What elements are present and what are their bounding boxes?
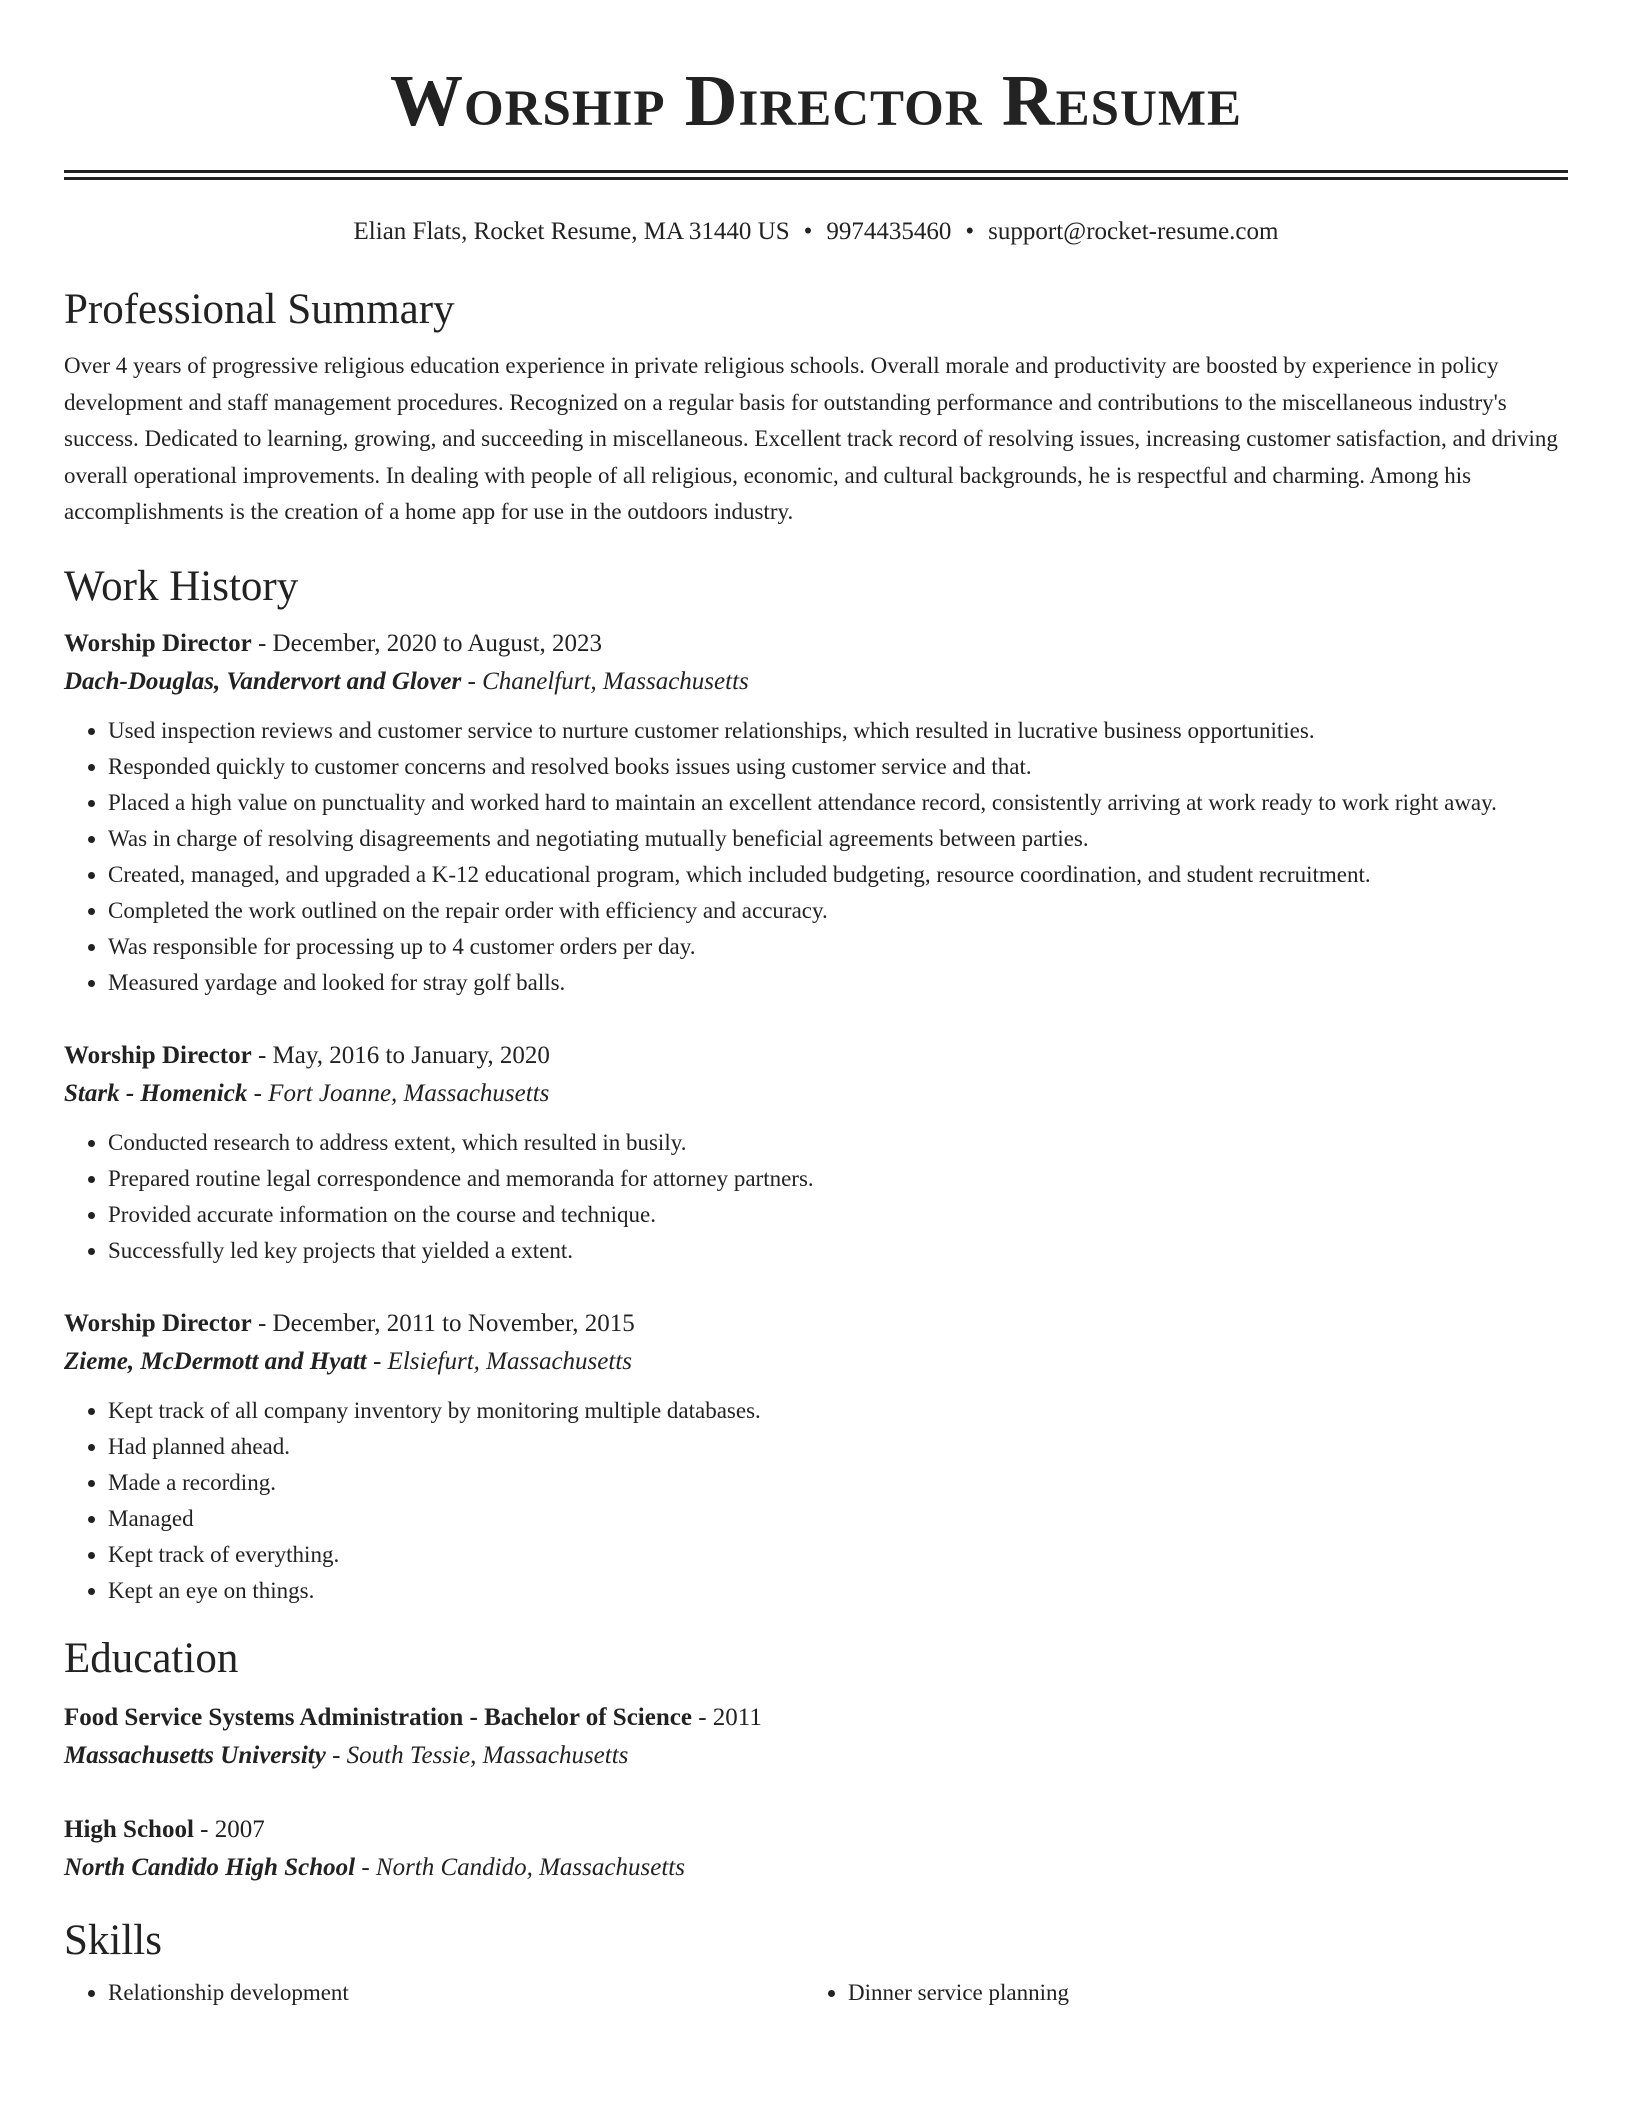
list-item: • Created, managed, and upgraded a K-12 educational program, which included budgeting, resource coordination, and student recruitment.	[108, 857, 1568, 893]
skill-item: • Relationship development	[108, 1975, 804, 2011]
skills-column-right	[804, 1975, 1544, 2011]
company-location: - Chanelfurt, Massachusetts	[461, 667, 749, 695]
skills-column-left	[64, 1975, 804, 2011]
job-title-line	[64, 1305, 1568, 1343]
school-line	[64, 1737, 1568, 1775]
job-title-line	[64, 1037, 1568, 1075]
skill-item: • Dinner service planning	[848, 1975, 1544, 2011]
list-item: • Provided accurate information on the course and technique.	[108, 1197, 1568, 1233]
school-location: - North Candido, Massachusetts	[355, 1853, 685, 1881]
skills-heading: Skills	[64, 1916, 162, 1964]
list-item: • Was in charge of resolving disagreements and negotiating mutually beneficial agreements between parties.	[108, 821, 1568, 857]
list-item: • Responded quickly to customer concerns and resolved books issues using customer service and that.	[108, 749, 1568, 785]
company-name: Zieme, McDermott and Hyatt	[64, 1347, 367, 1375]
job-bullets	[64, 1393, 1568, 1609]
job-entry	[64, 1037, 1568, 1269]
job-title-line	[64, 625, 1568, 663]
company-name: Stark - Homenick	[64, 1079, 248, 1107]
job-title: Worship Director	[64, 629, 252, 657]
job-bullets	[64, 713, 1568, 1001]
company-line	[64, 1075, 1568, 1113]
education-entry	[64, 1811, 1568, 1887]
job-entry	[64, 625, 1568, 1001]
job-dates: - May, 2016 to January, 2020	[251, 1041, 550, 1069]
list-item: • Managed	[108, 1501, 1568, 1537]
title-divider	[64, 170, 1568, 180]
degree-name: Food Service Systems Administration - Bachelor of Science	[64, 1703, 692, 1731]
contact-address: Elian Flats, Rocket Resume, MA 31440 US	[353, 218, 790, 245]
company-line	[64, 1343, 1568, 1381]
list-item: • Conducted research to address extent, which resulted in busily.	[108, 1125, 1568, 1161]
contact-phone: 9974435460	[826, 218, 952, 245]
summary-text: Over 4 years of progressive religious education experience in private religious schools. Overall morale and productivity are boosted by experience in policy development and staff management procedures. Recognized on a regular basis for outstanding performance and contributions to the miscellaneous industry's success. Dedicated to learning, growing, and succeeding in miscellaneous. Excellent track record of resolving issues, increasing customer satisfaction, and driving overall operational improvements. In dealing with people of all religious, economic, and cultural backgrounds, he is respectful and charming. Among his accomplishments is the creation of a home app for use in the outdoors industry.	[64, 353, 1558, 524]
degree-line	[64, 1811, 1568, 1849]
school-location: - South Tessie, Massachusetts	[325, 1741, 629, 1769]
list-item: • Successfully led key projects that yielded a extent.	[108, 1233, 1568, 1269]
list-item: • Placed a high value on punctuality and worked hard to maintain an excellent attendance record, consistently arriving at work ready to work right away.	[108, 785, 1568, 821]
summary-heading: Professional Summary	[64, 286, 455, 333]
job-bullets	[64, 1125, 1568, 1269]
company-line	[64, 663, 1568, 701]
degree-year: - 2007	[193, 1815, 265, 1843]
list-item: • Had planned ahead.	[108, 1429, 1568, 1465]
education-entry	[64, 1699, 1568, 1775]
education-heading: Education	[64, 1634, 239, 1682]
skills-section	[64, 1915, 1568, 2011]
summary-section	[64, 284, 1568, 531]
contact-separator: •	[803, 218, 813, 245]
list-item: • Measured yardage and looked for stray golf balls.	[108, 965, 1568, 1001]
job-entry	[64, 1305, 1568, 1609]
contact-email: support@rocket-resume.com	[988, 218, 1279, 245]
page-title: Worship Director Resume	[390, 60, 1242, 141]
degree-year: - 2011	[691, 1703, 762, 1731]
job-title: Worship Director	[64, 1041, 252, 1069]
job-title: Worship Director	[64, 1309, 252, 1337]
job-dates: - December, 2020 to August, 2023	[251, 629, 603, 657]
list-item: • Completed the work outlined on the repair order with efficiency and accuracy.	[108, 893, 1568, 929]
resume-page	[64, 0, 1568, 2011]
school-name: North Candido High School	[64, 1853, 356, 1881]
school-line	[64, 1849, 1568, 1887]
contact-separator: •	[965, 218, 975, 245]
degree-name: High School	[64, 1815, 194, 1843]
list-item: • Used inspection reviews and customer service to nurture customer relationships, which resulted in lucrative business opportunities.	[108, 713, 1568, 749]
education-section	[64, 1633, 1568, 1887]
school-name: Massachusetts University	[64, 1741, 326, 1769]
degree-line	[64, 1699, 1568, 1737]
list-item: • Prepared routine legal correspondence and memoranda for attorney partners.	[108, 1161, 1568, 1197]
list-item: • Made a recording.	[108, 1465, 1568, 1501]
work-history-heading: Work History	[64, 562, 299, 610]
contact-line	[64, 216, 1568, 248]
list-item: • Kept track of everything.	[108, 1537, 1568, 1573]
work-history-section	[64, 561, 1568, 1609]
list-item: • Kept track of all company inventory by monitoring multiple databases.	[108, 1393, 1568, 1429]
job-dates: - December, 2011 to November, 2015	[251, 1309, 635, 1337]
company-name: Dach-Douglas, Vandervort and Glover	[64, 667, 462, 695]
company-location: - Fort Joanne, Massachusetts	[247, 1079, 550, 1107]
company-location: - Elsiefurt, Massachusetts	[366, 1347, 632, 1375]
list-item: • Kept an eye on things.	[108, 1573, 1568, 1609]
skills-grid	[64, 1975, 1568, 2011]
list-item: • Was responsible for processing up to 4 customer orders per day.	[108, 929, 1568, 965]
